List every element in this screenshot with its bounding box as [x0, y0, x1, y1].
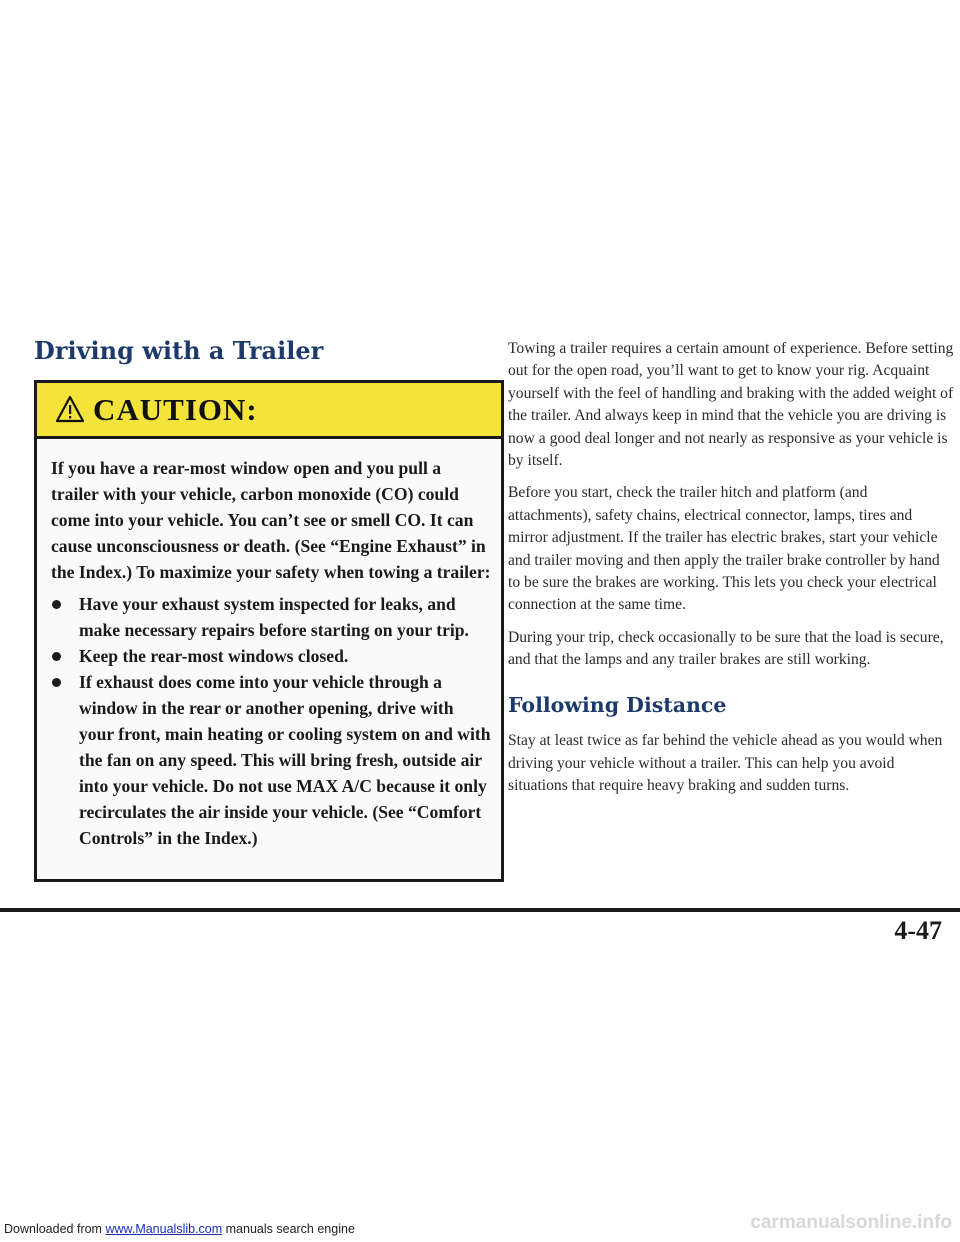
- body-paragraph: Towing a trailer requires a certain amount of experience. Before setting out for the open road, you’ll want to get to know your rig. Acquaint yourself with the feel of handling and braking with the added weight of the trailer. And always keep in mind that the vehicle you are driving is now a good deal longer and not nearly as responsive as your vehicle is by itself.: [508, 340, 954, 470]
- bullet-icon: [52, 600, 61, 609]
- caution-bullet-text: Keep the rear-most windows closed.: [79, 646, 349, 666]
- warning-triangle-icon: [55, 395, 85, 423]
- bullet-icon: [52, 678, 61, 687]
- watermark: carmanualsonline.info: [750, 1212, 952, 1233]
- caution-label: CAUTION:: [93, 392, 258, 427]
- caution-header: [37, 383, 501, 439]
- caution-bullet-item: [51, 669, 491, 851]
- caution-body: [51, 455, 491, 851]
- caution-box: [34, 380, 504, 882]
- bullet-icon: [52, 652, 61, 661]
- subsection-heading: Following Distance: [508, 692, 727, 717]
- section-heading: Driving with a Trailer: [34, 336, 324, 365]
- manualslib-link[interactable]: www.Manualslib.com: [105, 1222, 223, 1236]
- body-paragraph: Before you start, check the trailer hitch and platform (and attachments), safety chains, electrical connector, lamps, tires and mirror adjustment. If the trailer has electric brakes, start your vehicle and trailer moving and then apply the trailer brake controller by hand to be sure the brakes are working. This lets you check your electrical connection at the same time.: [508, 484, 940, 614]
- caution-bullet-text: Have your exhaust system inspected for leaks, and make necessary repairs before starting on your trip.: [79, 594, 469, 640]
- download-footer: [4, 1222, 355, 1236]
- caution-bullet-list: [51, 591, 491, 851]
- footer-prefix: Downloaded from: [4, 1222, 106, 1236]
- caution-bullet-text: If exhaust does come into your vehicle through a window in the rear or another opening, drive with your front, main heating or cooling system on and with the fan on any speed. This will bring fresh, outside air into your vehicle. Do not use MAX A/C because it only recirculates the air inside your vehicle. (See “Comfort Controls” in the Index.): [79, 672, 491, 848]
- body-paragraph: Stay at least twice as far behind the vehicle ahead as you would when driving your vehicle without a trailer. This can help you avoid situations that require heavy braking and sudden turns.: [508, 732, 943, 794]
- caution-bullet-item: [51, 643, 491, 669]
- body-paragraph: During your trip, check occasionally to be sure that the load is secure, and that the lamps and any trailer brakes are still working.: [508, 628, 944, 669]
- page-number: 4-47: [894, 916, 942, 945]
- caution-bullet-item: [51, 591, 491, 643]
- caution-intro: If you have a rear-most window open and you pull a trailer with your vehicle, carbon monoxide (CO) could come into your vehicle. You can’t see or smell CO. It can cause unconsciousness or death. (See “Engine Exhaust” in the Index.) To maximize your safety when towing a trailer:: [51, 458, 491, 582]
- right-column: [508, 338, 954, 807]
- footer-suffix: manuals search engine: [222, 1222, 355, 1236]
- footer-rule: [0, 908, 960, 912]
